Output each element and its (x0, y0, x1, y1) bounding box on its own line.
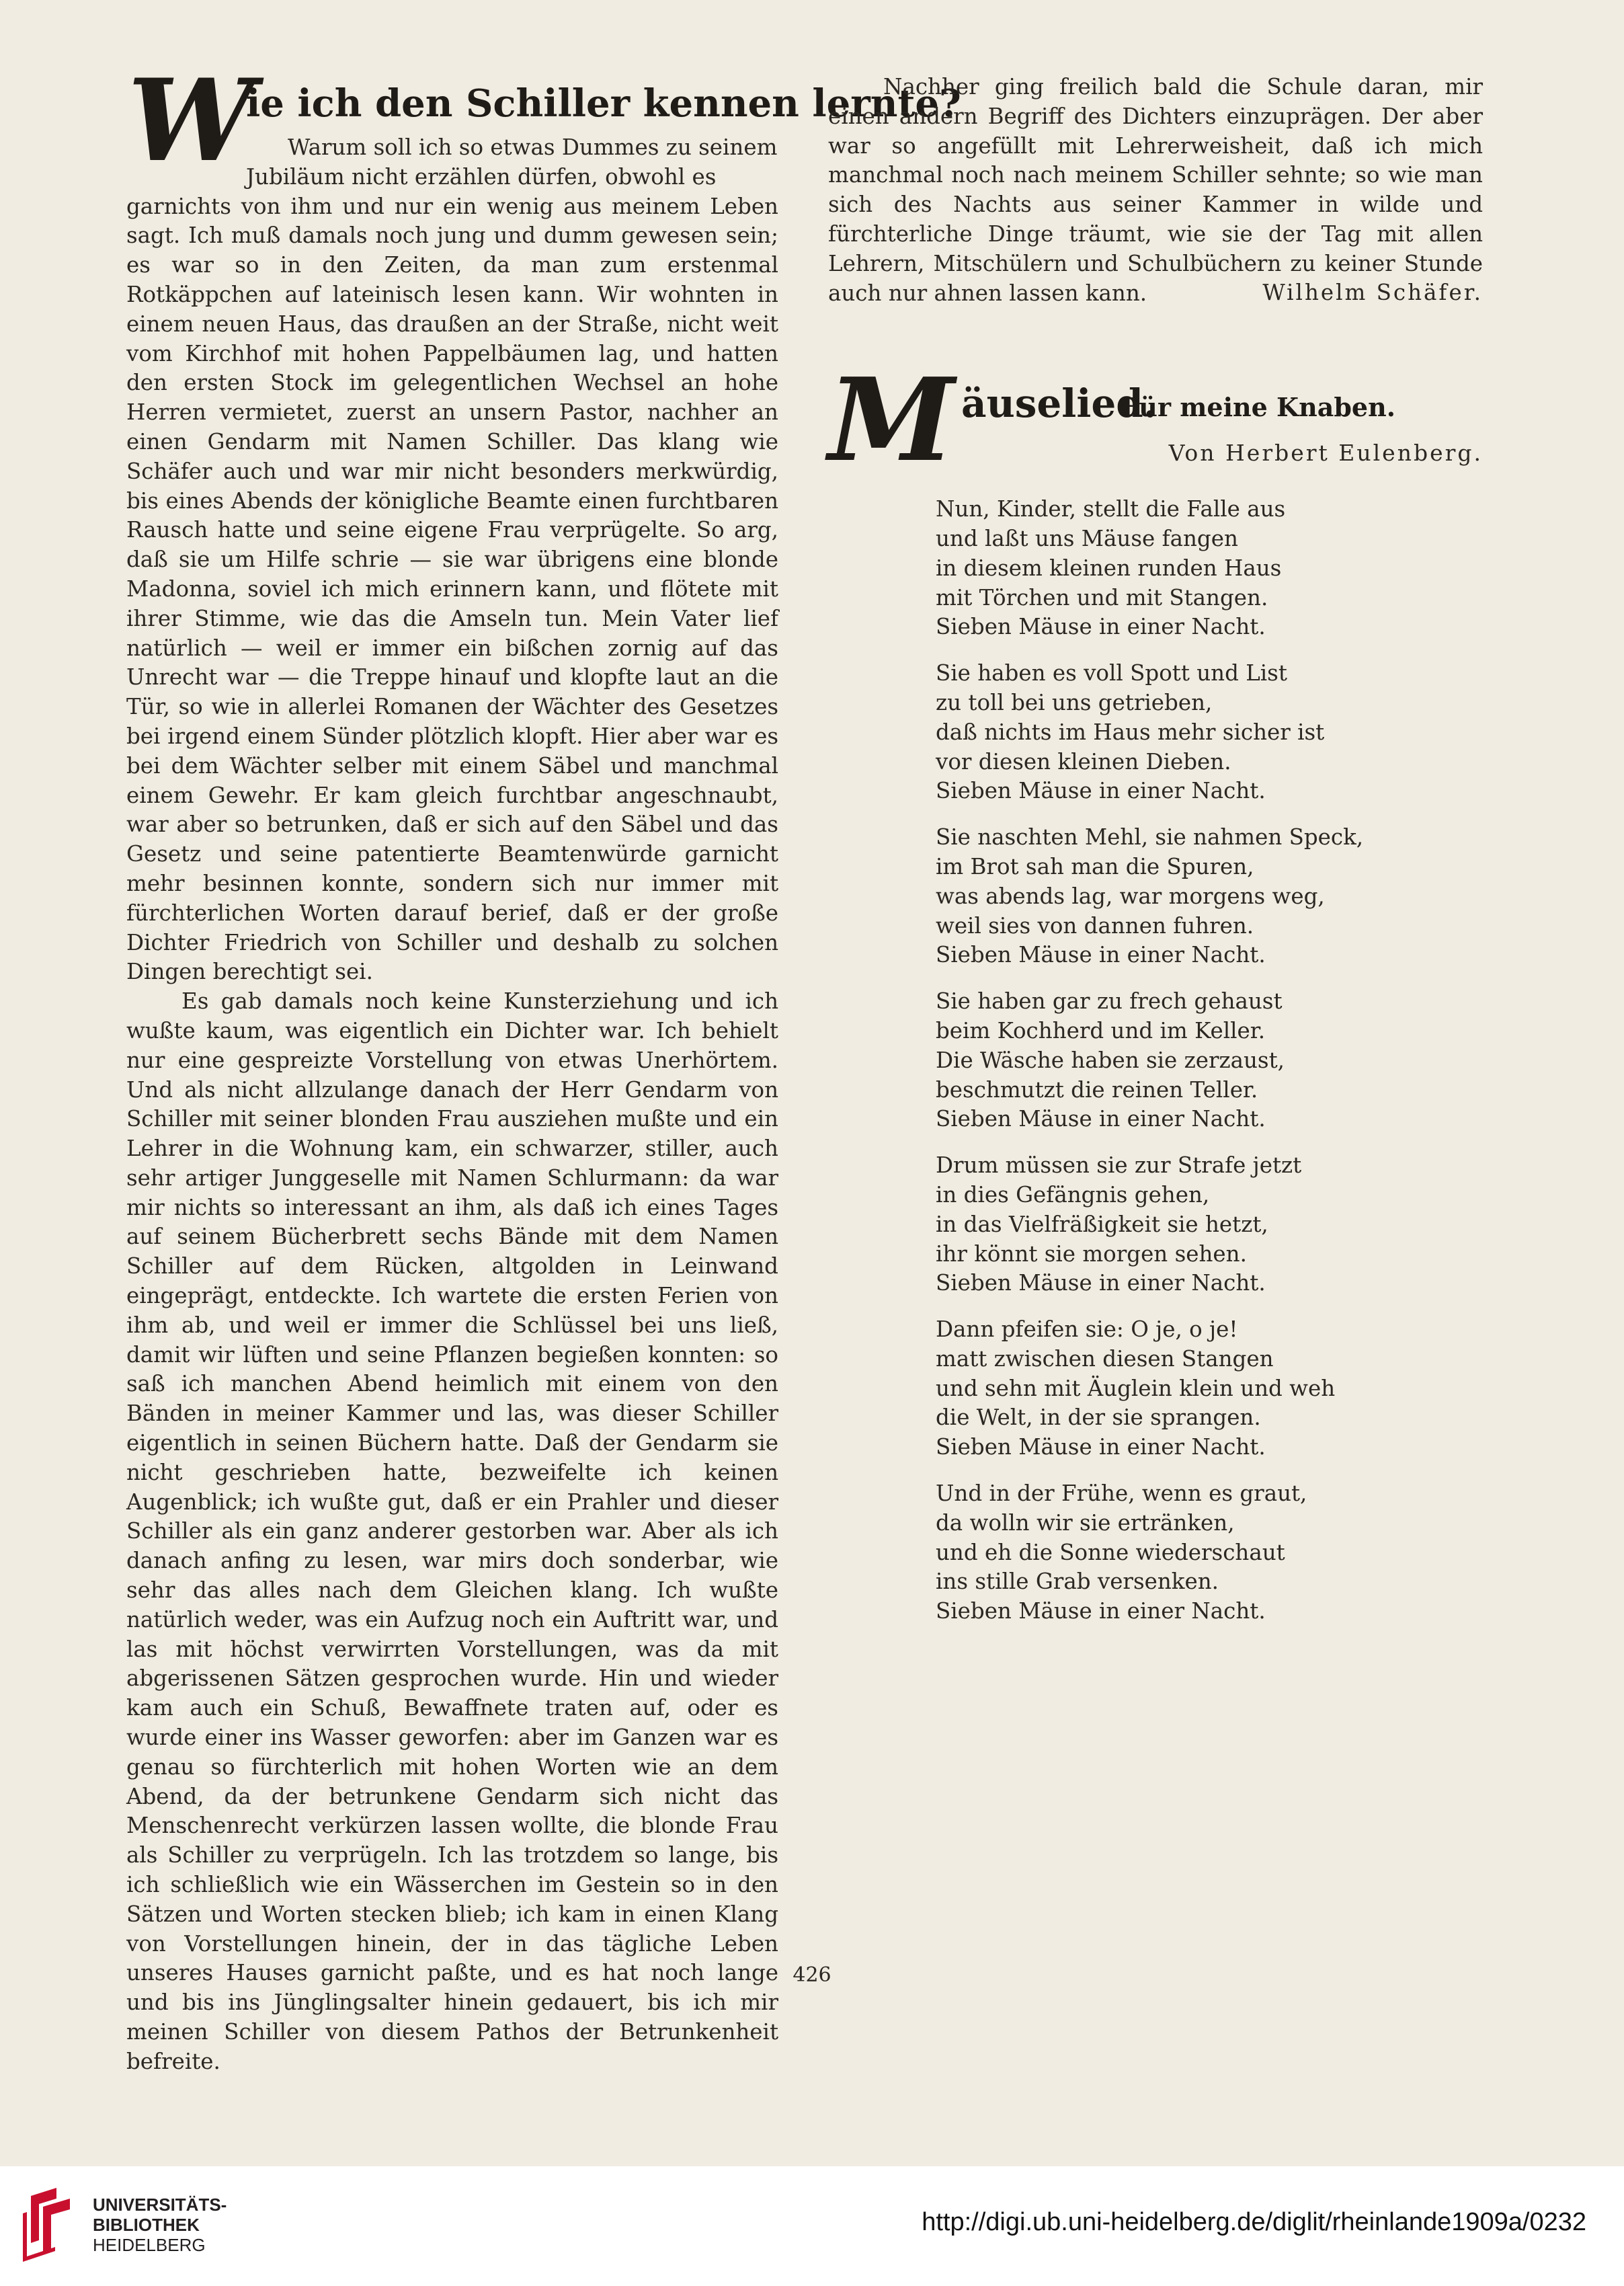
poem-line: zu toll bei uns getrieben, (936, 689, 1213, 715)
article1-paragraph-2: Es gab damals noch keine Kunsterziehung und ich wußte kaum, was eigentlich ein Dichter war. Ich behielt nur eine gespreizte Vorstellung von etwas Unerhörtem. Und als nicht allzulange danach der Herr Gendarm von Schiller mit seiner blonden Frau ausziehen mußte und ein Lehrer in die Wohnung kam, ein schwarzer, stiller, auch sehr artiger Junggeselle mit Namen Schlurmann: da war mir nichts so interessant an ihm, als daß ich eines Tages auf seinem Bücherbrett sechs Bände mit dem Namen Schiller auf dem Rücken, altgolden in Leinwand eingeprägt, entdeckte. Ich wartete die ersten Ferien von ihm ab, und weil er immer die Schlüssel bei uns ließ, damit wir lüften und seine Pflanzen begießen konnten: so saß ich manchen Abend heimlich mit einem von den Bänden in meiner Kammer und las, was dieser Schiller eigentlich in seinen Büchern hatte. Daß der Gendarm sie nicht geschrieben hatte, bezweifelte ich keinen Augenblick; ich wußte gut, daß er ein Prahler und dieser Schiller als ein ganz anderer gestorben war. Aber als ich danach anfing zu lesen, war mirs doch sonderbar, wie sehr das alles nach dem Gleichen klang. Ich wußte natürlich weder, was ein Aufzug noch ein Auftritt war, und las mit höchst verwirrten Vorstellungen, was da mit abgerissenen Sätzen gesprochen wurde. Hin und wieder kam auch ein Schuß, Bewaffnete traten auf, oder es wurde einer ins Wasser geworfen: aber im Ganzen war es genau so fürchterlich mit hohen Worten wie an dem Abend, da der betrunkene Gendarm sich nicht das Menschenrecht verkürzen lassen wollte, die blonde Frau als Schiller zu verprügeln. Ich las trotzdem so lange, bis ich schließlich wie ein Wässerchen im Gestein so in den Sätzen und Worten stecken blieb; ich kam in einen Klang von Vorstellungen hinein, der in das tägliche Leben unseres Hauses garnicht paßte, und es hat noch lange und bis ins Jünglingsalter hinein gedauert, bis ich mir meinen Schiller von diesem Pathos der Betrunkenheit befreite. (126, 988, 778, 2074)
poem-line: beschmutzt die reinen Teller. (936, 1076, 1258, 1103)
poem-line: Die Wäsche haben sie zerzaust, (936, 1047, 1285, 1073)
svg-text:W: W (128, 54, 255, 187)
poem-line: Sie naschten Mehl, sie nahmen Speck, (936, 824, 1364, 851)
stanza (936, 1315, 1483, 1462)
poem-line: und sehn mit Äuglein klein und weh (936, 1375, 1336, 1401)
stanza (936, 823, 1483, 970)
poem-line: ihr könnt sie morgen sehen. (936, 1240, 1247, 1267)
poem-line: in diesem kleinen runden Haus (936, 555, 1282, 581)
ornate-initial-m (828, 353, 955, 488)
poem-line: im Brot sah man die Spuren, (936, 853, 1254, 879)
article1-paragraph-3: Nachher ging freilich bald die Schule daran, mir einen andern Begriff des Dichters einzuprägen. Der aber war so angefüllt mit Lehrerweisheit, daß ich mich manchmal noch nach meinem Schiller sehnte; so wie man sich des Nachts aus seiner Kammer in wilde und fürchterliche Dinge träumt, wie sie der Tag mit allen Lehrern, Mitschülern und Schulbüchern zu keiner Stunde auch nur ahnen lassen kann. (828, 74, 1483, 306)
article1-paragraph-1: garnichts von ihm und nur ein wenig aus meinem Leben sagt. Ich muß damals noch jung und dumm gewesen sein; es war so in den Zeiten, da man zum erstenmal Rotkäppchen auf lateinisch lesen kann. Wir wohnten in einem neuen Haus, das draußen an der Straße, nicht weit vom Kirchhof mit hohen Pappelbäumen lag, und hatten den ersten Stock im gelegentlichen Wechsel an hohe Herren vermietet, zuerst an unsern Pastor, nachher an einen Gendarm mit Namen Schiller. Das klang wie Schäfer auch und war mir nicht besonders merkwürdig, bis eines Abends der königliche Beamte einen furchtbaren Rausch hatte und seine eigene Frau verprügelte. So arg, daß sie um Hilfe schrie — sie war übrigens eine blonde Madonna, soviel ich mich erinnern kann, und flötete mit ihrer Stimme, wie das die Amseln tun. Mein Vater lief natürlich — weil er immer ein bißchen zornig auf das Unrecht war — die Treppe hinauf und klopfte laut an die Tür, so wie in allerlei Romanen der Wächter des Gesetzes bei irgend einem Sünder plötzlich klopft. Hier aber war es bei dem Wächter selber mit einem Säbel und manchmal einem Gewehr. Er kam gleich furchtbar angeschnaubt, war aber so betrunken, daß er sich auf den Säbel und das Gesetz und seine patentierte Beamtenwürde garnicht mehr besinnen konnte, sondern sich nur immer mit fürchterlichen Worten darauf berief, daß er der große Dichter Friedrich von Schiller und deshalb zu solchen Dingen berechtigt sei. (126, 193, 778, 985)
ornate-initial-w (126, 54, 255, 187)
article2-title: äuselied. (961, 381, 1158, 427)
poem-refrain: Sieben Mäuse in einer Nacht. (936, 1106, 1266, 1132)
poem-line: was abends lag, war morgens weg, (936, 883, 1325, 909)
logo-line: UNIVERSITÄTS- (93, 2195, 227, 2215)
university-library-logo-icon[interactable] (16, 2184, 83, 2264)
stanza (936, 1151, 1483, 1298)
poem-line: die Welt, in der sie sprangen. (936, 1405, 1261, 1431)
poem-line: Dann pfeifen sie: O je, o je! (936, 1316, 1238, 1343)
poem-line: und eh die Sonne wiederschaut (936, 1539, 1285, 1565)
poem-line: vor diesen kleinen Dieben. (936, 748, 1231, 775)
poem-line: weil sies von dannen fuhren. (936, 912, 1254, 939)
logo-line: BIBLIOTHEK (93, 2215, 200, 2235)
page-number: 426 (793, 1963, 831, 1987)
permalink-url[interactable]: http://digi.ub.uni-heidelberg.de/diglit/rheinlande1909a/0232 (922, 2208, 1586, 2236)
poem-line: Drum müssen sie zur Strafe jetzt (936, 1152, 1302, 1179)
logo-line: HEIDELBERG (93, 2235, 206, 2255)
poem-line: ins stille Grab versenken. (936, 1569, 1219, 1595)
poem-line: und laßt uns Mäuse fangen (936, 525, 1238, 551)
poem-refrain: Sieben Mäuse in einer Nacht. (936, 1598, 1266, 1624)
article2-subtitle: Für meine Knaben. (1121, 392, 1395, 423)
poem-line: in dies Gefängnis gehen, (936, 1181, 1210, 1208)
poem-refrain: Sieben Mäuse in einer Nacht. (936, 614, 1266, 640)
poem-line: Sie haben gar zu frech gehaust (936, 988, 1283, 1015)
right-column (828, 73, 1483, 1643)
viewer-footer (0, 2166, 1624, 2286)
article2-heading (828, 353, 1483, 488)
article1-title: ie ich den Schiller kennen lernte? (246, 81, 961, 126)
university-library-logo-text[interactable] (93, 2195, 227, 2255)
poem-line: daß nichts im Haus mehr sicher ist (936, 719, 1325, 745)
poem (936, 495, 1483, 1626)
article1-signature: Wilhelm Schäfer. (1262, 280, 1483, 306)
poem-line: Und in der Frühe, wenn es graut, (936, 1481, 1307, 1507)
poem-refrain: Sieben Mäuse in einer Nacht. (936, 778, 1266, 804)
article2-author: Von Herbert Eulenberg. (1168, 440, 1483, 467)
poem-line: matt zwischen diesen Stangen (936, 1345, 1274, 1372)
stanza (936, 659, 1483, 806)
poem-line: beim Kochherd und im Keller. (936, 1017, 1266, 1043)
stanza (936, 987, 1483, 1134)
poem-refrain: Sieben Mäuse in einer Nacht. (936, 1270, 1266, 1296)
poem-line: Sie haben es voll Spott und List (936, 660, 1287, 686)
poem-refrain: Sieben Mäuse in einer Nacht. (936, 942, 1266, 968)
svg-text:M: M (828, 353, 955, 488)
poem-line: da wolln wir sie ertränken, (936, 1509, 1235, 1536)
poem-line: mit Törchen und mit Stangen. (936, 584, 1268, 610)
poem-line: Nun, Kinder, stellt die Falle aus (936, 496, 1286, 522)
stanza (936, 495, 1483, 642)
poem-refrain: Sieben Mäuse in einer Nacht. (936, 1434, 1266, 1460)
poem-line: in das Vielfräßigkeit sie hetzt, (936, 1211, 1268, 1237)
stanza (936, 1479, 1483, 1626)
intro-line: Warum soll ich so etwas Dummes zu seinem (288, 134, 778, 160)
intro-line: Jubiläum nicht erzählen dürfen, obwohl es (246, 163, 717, 190)
